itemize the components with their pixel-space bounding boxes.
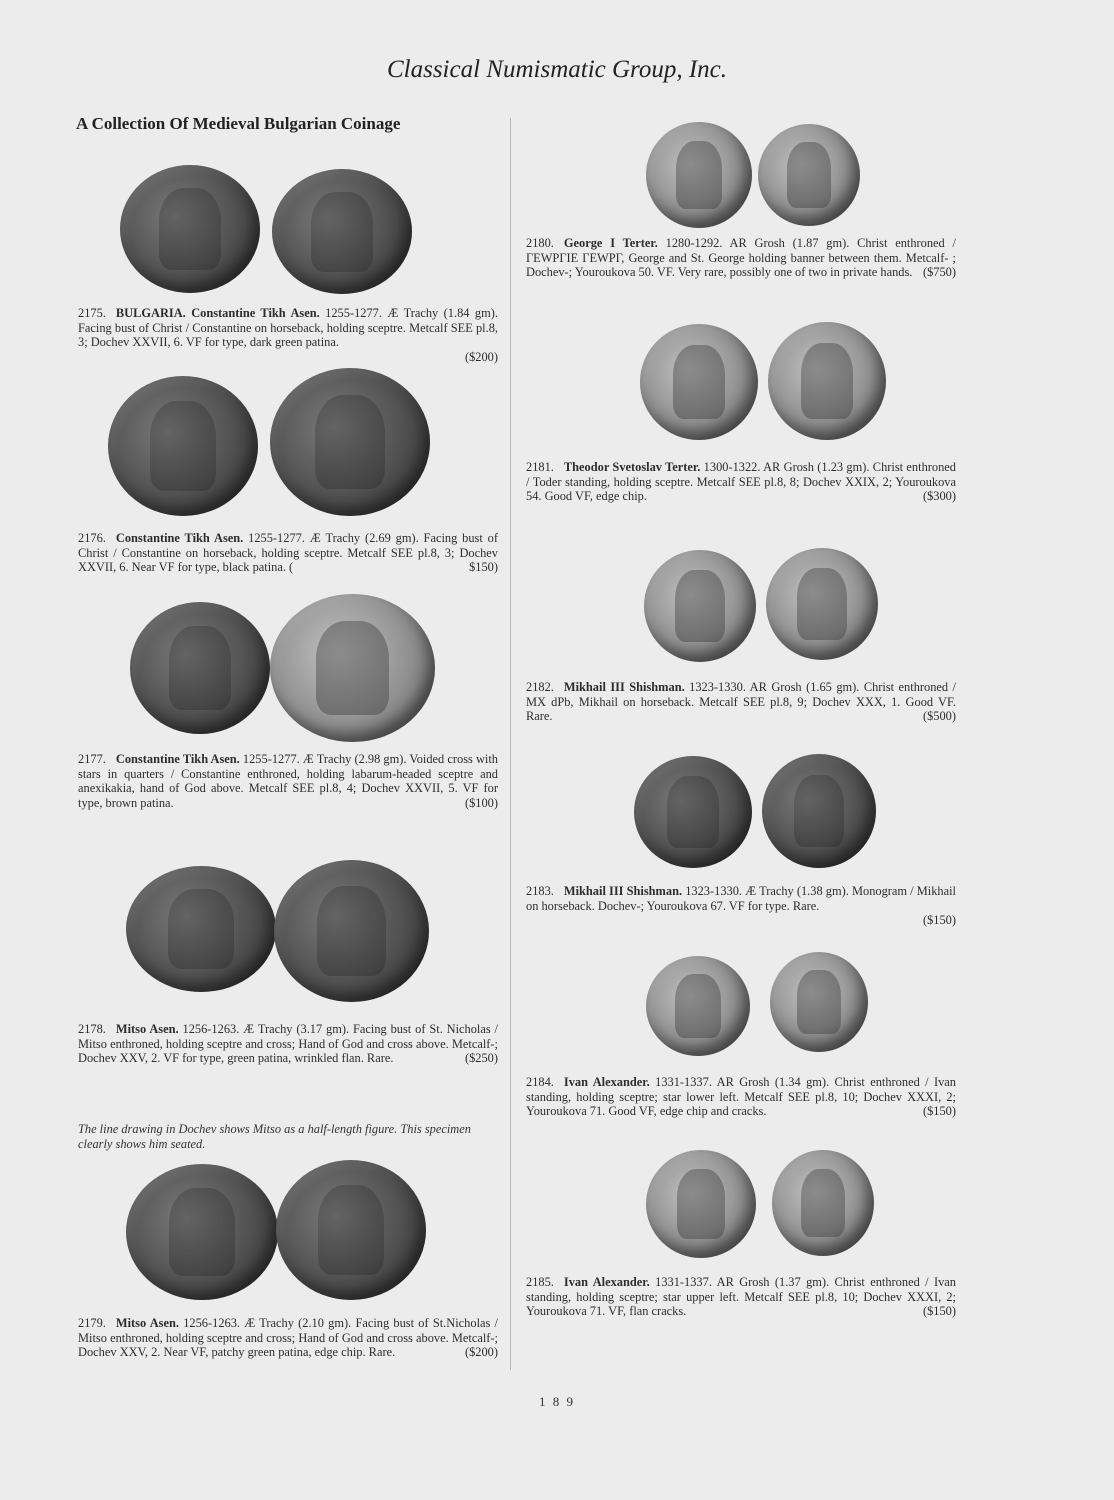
lot-ruler: Ivan Alexander. bbox=[563, 1275, 650, 1289]
lot-number: 2178. bbox=[78, 1022, 106, 1036]
lot-text: 1256-1263. Æ Trachy (2.10 gm). Facing bust of St.Nicholas / Mitso enthroned, holding sceptre and cross; Hand of God and cross above. Metcalf-; Dochev XXV, 2. Near VF, patchy green patina, edge chip. Rare. bbox=[78, 1316, 499, 1360]
lot-2184-obverse-coin bbox=[646, 956, 750, 1056]
lot-price: ($150) bbox=[922, 1304, 956, 1319]
lot-number: 2184. bbox=[526, 1075, 554, 1089]
lot-price: ($150) bbox=[922, 1104, 956, 1119]
lot-2177-reverse-coin bbox=[270, 594, 435, 742]
lot-2175-reverse-coin bbox=[272, 169, 412, 294]
page-number: 1 8 9 bbox=[539, 1394, 575, 1409]
lot-text: 1331-1337. AR Grosh (1.37 gm). Christ enthroned / Ivan standing, holding sceptre; star upper left. Metcalf SEE pl.8, 10; Dochev XXXI, 2; Youroukova 71. VF, flan cracks. bbox=[526, 1275, 956, 1319]
lot-price: $150) bbox=[469, 560, 498, 575]
lot-2177-description bbox=[78, 752, 498, 810]
coin-motif bbox=[317, 886, 385, 977]
lot-number: 2175. bbox=[78, 306, 106, 320]
lot-2181-obverse-coin bbox=[640, 324, 758, 440]
lot-2176-reverse-coin bbox=[270, 368, 430, 516]
lot-number: 2180. bbox=[526, 236, 554, 250]
lot-2180-obverse-coin bbox=[646, 122, 752, 228]
lot-2179-obverse-coin bbox=[126, 1164, 278, 1300]
dochev-note: The line drawing in Dochev shows Mitso as a half-length figure. This specimen clearly shows him seated. bbox=[78, 1122, 471, 1151]
lot-2176-photo bbox=[108, 368, 438, 518]
lot-2183-description bbox=[526, 884, 956, 928]
lot-ruler: Mitso Asen. bbox=[115, 1022, 179, 1036]
lot-price: ($100) bbox=[464, 795, 498, 810]
lot-2185-photo bbox=[646, 1146, 876, 1258]
lot-price: ($750) bbox=[922, 265, 956, 280]
lot-price: ($250) bbox=[464, 1051, 498, 1066]
lot-2178-photo bbox=[126, 860, 436, 1005]
coin-motif bbox=[311, 192, 373, 272]
lot-2176-description bbox=[78, 531, 498, 575]
lot-2185-obverse-coin bbox=[646, 1150, 756, 1258]
lot-2178-description bbox=[78, 1022, 498, 1066]
coin-motif bbox=[169, 626, 231, 710]
column-divider bbox=[510, 118, 511, 1370]
lot-number: 2183. bbox=[526, 884, 554, 898]
lot-ruler: Ivan Alexander. bbox=[563, 1075, 650, 1089]
lot-price: ($200) bbox=[464, 1345, 498, 1360]
coin-motif bbox=[315, 395, 385, 490]
coin-motif bbox=[168, 889, 234, 970]
lot-number: 2176. bbox=[78, 531, 106, 545]
coin-motif bbox=[159, 188, 221, 270]
lot-2177-photo bbox=[130, 594, 450, 739]
lot-ruler: Constantine Tikh Asen. bbox=[115, 752, 240, 766]
lot-ruler: George I Terter. bbox=[563, 236, 658, 250]
coin-motif bbox=[316, 621, 389, 716]
lot-ruler: Mitso Asen. bbox=[115, 1316, 179, 1330]
lot-price: ($500) bbox=[922, 709, 956, 724]
lot-text: 1323-1330. AR Grosh (1.65 gm). Christ enthroned / MX dPb, Mikhail on horseback. Metcalf SEE pl.8, 9; Dochev XXX, 1. Good VF. Rare. bbox=[526, 680, 956, 724]
lot-text: 1280-1292. AR Grosh (1.87 gm). Christ enthroned / ΓΕWΡΓΙΕ ΓΕWΡΓ, George and St. George holding banner between them. Metcalf- ; Dochev-; Youroukova 50. VF. Very rare, possibly one of two in private hands. bbox=[526, 236, 956, 280]
coin-motif bbox=[794, 775, 844, 848]
lot-text: 1323-1330. Æ Trachy (1.38 gm). Monogram / Mikhail on horseback. Dochev-; Youroukova 67. VF for type. Rare. bbox=[526, 884, 956, 913]
coin-motif bbox=[801, 1169, 846, 1237]
coin-motif bbox=[673, 345, 725, 419]
page-header-title: Classical Numismatic Group, Inc. bbox=[386, 56, 728, 83]
lot-number: 2181. bbox=[526, 460, 554, 474]
lot-2181-photo bbox=[640, 320, 900, 442]
coin-motif bbox=[797, 568, 846, 640]
lot-text: 1255-1277. Æ Trachy (1.84 gm). Facing bust of Christ / Constantine on horseback, holding sceptre. Metcalf SEE pl.8, 3; Dochev XXVII, 6. VF for type, dark green patina. bbox=[78, 306, 498, 350]
lot-2175-obverse-coin bbox=[120, 165, 260, 293]
lot-ruler: Theodor Svetoslav Terter. bbox=[563, 460, 701, 474]
lot-text: 1255-1277. Æ Trachy (2.69 gm). Facing bust of Christ / Constantine on horseback, holding sceptre. Metcalf SEE pl.8, 3; Dochev XXVII, 6. Near VF for type, black patina. ( bbox=[78, 531, 498, 575]
lot-ruler: Mikhail III Shishman. bbox=[563, 680, 685, 694]
coin-motif bbox=[801, 343, 853, 419]
lot-2178-obverse-coin bbox=[126, 866, 276, 992]
coin-motif bbox=[150, 401, 216, 491]
coin-motif bbox=[675, 570, 724, 642]
lot-ruler: Mikhail III Shishman. bbox=[563, 884, 683, 898]
lot-2181-description bbox=[526, 460, 956, 504]
lot-2180-description bbox=[526, 236, 956, 280]
lot-2184-description bbox=[526, 1075, 956, 1119]
lot-ruler: Constantine Tikh Asen. bbox=[115, 531, 244, 545]
lot-2178-reverse-coin bbox=[274, 860, 429, 1002]
coin-motif bbox=[675, 974, 721, 1038]
lot-2180-photo bbox=[646, 118, 866, 230]
lot-text: 1255-1277. Æ Trachy (2.98 gm). Voided cross with stars in quarters / Constantine enthroned, holding labarum-headed sceptre and anexikakia, hand of God above. Metcalf SEE pl.8, 4; Dochev XXVII, 5. VF for type, brown patina. bbox=[78, 752, 498, 810]
lot-2182-photo bbox=[644, 546, 884, 664]
lot-2183-photo bbox=[634, 752, 894, 872]
coin-motif bbox=[787, 142, 832, 207]
lot-2176-obverse-coin bbox=[108, 376, 258, 516]
lot-price: ($300) bbox=[922, 489, 956, 504]
lot-2180-reverse-coin bbox=[758, 124, 860, 226]
lot-2185-reverse-coin bbox=[772, 1150, 874, 1256]
lot-text: 1331-1337. AR Grosh (1.34 gm). Christ enthroned / Ivan standing, holding sceptre; star lower left. Metcalf SEE pl.8, 10; Dochev XXXI, 2; Youroukova 71. Good VF, edge chip and cracks. bbox=[526, 1075, 956, 1119]
lot-price: ($200) bbox=[464, 349, 498, 364]
lot-2179-description bbox=[78, 1316, 498, 1360]
lot-2182-obverse-coin bbox=[644, 550, 756, 662]
coin-motif bbox=[677, 1169, 725, 1238]
section-title: A Collection Of Medieval Bulgarian Coinage bbox=[76, 114, 401, 133]
lot-2182-reverse-coin bbox=[766, 548, 878, 660]
lot-number: 2185. bbox=[526, 1275, 554, 1289]
coin-motif bbox=[169, 1188, 236, 1275]
lot-2179-reverse-coin bbox=[276, 1160, 426, 1300]
lot-2175-photo bbox=[120, 155, 420, 300]
lot-2184-photo bbox=[646, 950, 876, 1058]
lot-2182-description bbox=[526, 680, 956, 724]
lot-number: 2179. bbox=[78, 1316, 106, 1330]
coin-motif bbox=[318, 1185, 384, 1275]
lot-2183-obverse-coin bbox=[634, 756, 752, 868]
lot-price: ($150) bbox=[922, 913, 956, 928]
coin-motif bbox=[667, 776, 719, 848]
lot-text: 1256-1263. Æ Trachy (3.17 gm). Facing bust of St. Nicholas / Mitso enthroned, holding sceptre and cross; Hand of God and cross above. Metcalf-; Dochev XXV, 2. VF for type, green patina, wrinkled flan. Rare. bbox=[78, 1022, 498, 1066]
lot-2183-reverse-coin bbox=[762, 754, 876, 868]
lot-number: 2182. bbox=[526, 680, 554, 694]
coin-motif bbox=[797, 970, 840, 1034]
lot-ruler: BULGARIA. Constantine Tikh Asen. bbox=[115, 306, 320, 320]
lot-2185-description bbox=[526, 1275, 956, 1319]
lot-2184-reverse-coin bbox=[770, 952, 868, 1052]
lot-2175-description bbox=[78, 306, 498, 364]
lot-2179-photo bbox=[126, 1160, 446, 1305]
coin-motif bbox=[676, 141, 723, 209]
lot-number: 2177. bbox=[78, 752, 106, 766]
lot-2177-obverse-coin bbox=[130, 602, 270, 734]
lot-2181-reverse-coin bbox=[768, 322, 886, 440]
lot-text: 1300-1322. AR Grosh (1.23 gm). Christ enthroned / Toder standing, holding sceptre. Metcalf SEE pl.8, 8; Dochev XXIX, 2; Youroukova 54. Good VF, edge chip. bbox=[526, 460, 956, 504]
